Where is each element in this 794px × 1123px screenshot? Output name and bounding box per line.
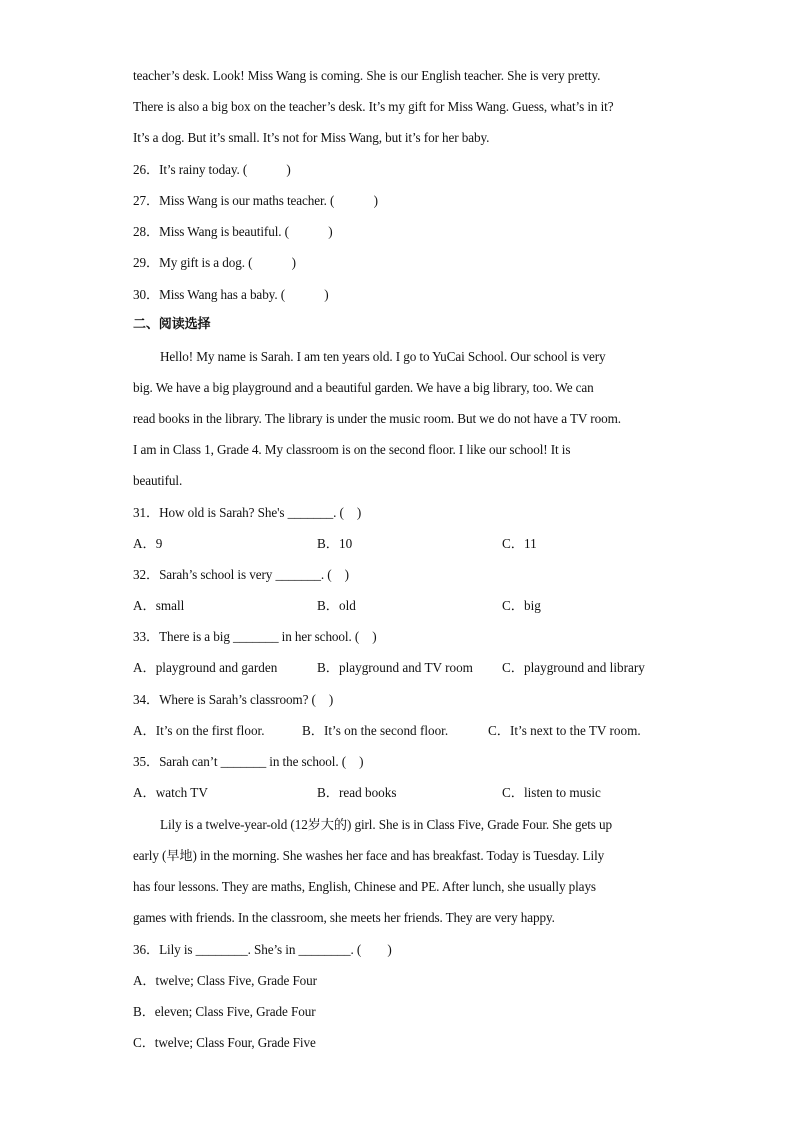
passage2-line: Lily is a twelve-year-old (12岁大的) girl. She is in Class Five, Grade Four. She gets up (160, 817, 612, 832)
passage2-line: early (早地) in the morning. She washes her face and has breakfast. Today is Tuesday. Lily (133, 848, 605, 863)
question-35: 35．Sarah can’t _______ in the school. ( ) (133, 754, 364, 769)
question-28: 28．Miss Wang is beautiful. ( ) (133, 224, 333, 239)
option-b: B．10 (317, 536, 353, 551)
option-c: C．listen to music (502, 785, 601, 800)
option-c: C．It’s next to the TV room. (488, 723, 641, 738)
passage-line: There is also a big box on the teacher’s desk. It’s my gift for Miss Wang. Guess, what’s in it? (133, 99, 614, 114)
question-34: 34．Where is Sarah’s classroom? ( ) (133, 692, 334, 707)
option-b: B．It’s on the second floor. (302, 723, 449, 738)
passage-line: It’s a dog. But it’s small. It’s not for Miss Wang, but it’s for her baby. (133, 130, 490, 145)
option-c: C．playground and library (502, 660, 645, 675)
section-heading: 二、阅读选择 (133, 317, 211, 332)
option-b: B．eleven; Class Five, Grade Four (133, 1004, 316, 1019)
option-b: B．read books (317, 785, 397, 800)
question-31: 31．How old is Sarah? She's _______. ( ) (133, 505, 362, 520)
option-a: A．9 (133, 536, 163, 551)
passage-line: teacher’s desk. Look! Miss Wang is coming. She is our English teacher. She is very pretty. (133, 68, 601, 83)
question-30: 30．Miss Wang has a baby. ( ) (133, 287, 329, 302)
option-b: B．old (317, 598, 356, 613)
question-33: 33．There is a big _______ in her school. ( ) (133, 629, 377, 644)
passage1-line: read books in the library. The library is under the music room. But we do not have a TV room. (133, 411, 621, 426)
passage1-line: big. We have a big playground and a beautiful garden. We have a big library, too. We can (133, 380, 594, 395)
question-32: 32．Sarah’s school is very _______. ( ) (133, 567, 349, 582)
passage1-line: beautiful. (133, 473, 183, 488)
question-26: 26．It’s rainy today. ( ) (133, 162, 291, 177)
option-a: A．small (133, 598, 185, 613)
option-c: C．big (502, 598, 541, 613)
option-a: A．twelve; Class Five, Grade Four (133, 973, 317, 988)
option-a: A．It’s on the first floor. (133, 723, 265, 738)
option-b: B．playground and TV room (317, 660, 473, 675)
question-27: 27．Miss Wang is our maths teacher. ( ) (133, 193, 378, 208)
passage1-line: Hello! My name is Sarah. I am ten years old. I go to YuCai School. Our school is very (160, 349, 606, 364)
question-29: 29．My gift is a dog. ( ) (133, 255, 296, 270)
option-a: A．watch TV (133, 785, 208, 800)
option-c: C．twelve; Class Four, Grade Five (133, 1035, 316, 1050)
passage2-line: games with friends. In the classroom, she meets her friends. They are very happy. (133, 910, 555, 925)
question-36: 36．Lily is ________. She’s in ________. ( ) (133, 942, 392, 957)
passage1-line: I am in Class 1, Grade 4. My classroom is on the second floor. I like our school! It is (133, 442, 571, 457)
option-a: A．playground and garden (133, 660, 278, 675)
option-c: C．11 (502, 536, 537, 551)
passage2-line: has four lessons. They are maths, English, Chinese and PE. After lunch, she usually plays (133, 879, 596, 894)
